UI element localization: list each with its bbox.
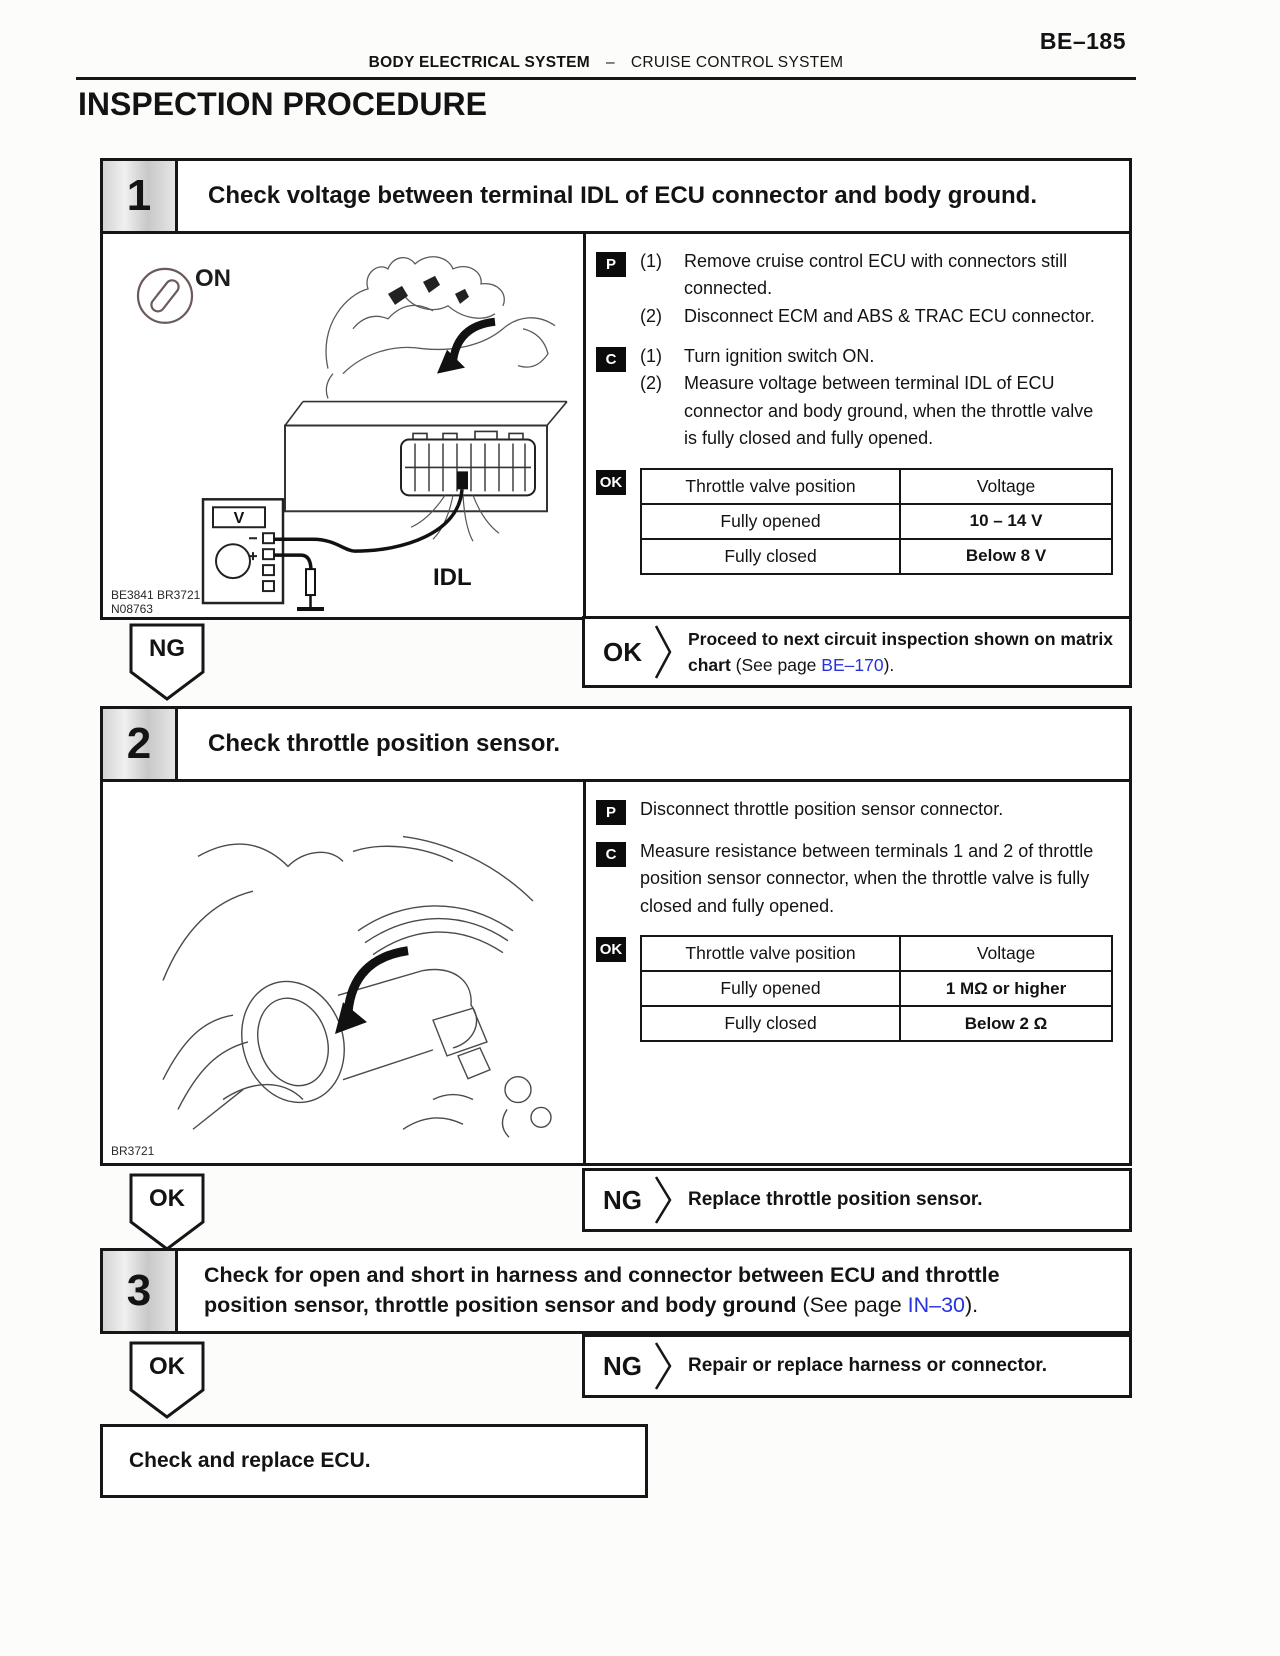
figure-drawing [103,234,583,617]
check-badge: C [596,842,626,867]
final-action-text: Check and replace ECU. [129,1449,371,1472]
figure-code: N08763 [111,602,153,617]
ng-label: NG [149,635,185,662]
step-1-content [103,234,1129,617]
step-2-number-badge: 2 [103,709,178,779]
ecu-connector-drawing [285,402,567,542]
step-1-header [103,161,1129,234]
step-2-instructions [586,782,1129,1163]
subsection-title: CRUISE CONTROL SYSTEM [630,54,844,71]
ok-arrow [128,1172,206,1252]
check-row [596,838,1121,920]
ok-callout-label: OK [603,636,642,667]
ok-badge: OK [596,470,626,495]
prepare-text: Disconnect throttle position sensor connector. [640,799,1004,819]
section-title: BODY ELECTRICAL SYSTEM [368,54,590,71]
table-cell: Fully opened [641,971,900,1006]
check-row [596,343,1121,452]
step-title-text: ). [965,1293,979,1318]
breadcrumb [76,54,1136,72]
ng-callout-text: Replace throttle position sensor. [688,1188,983,1210]
page-title: INSPECTION PROCEDURE [78,86,487,122]
item-number: (2) [640,305,662,326]
table-row [641,504,1112,539]
figure-throttle-body [103,782,586,1163]
figure-code: BE3841 BR3721 [111,588,201,603]
spec-table [640,468,1113,575]
engine-sketch [326,257,555,399]
chevron-icon [654,624,674,680]
figure-drawing [103,782,583,1163]
page-number: BE–185 [1039,28,1126,54]
item-number: (2) [640,373,662,394]
table-header-cell: Throttle valve position [641,469,900,504]
ignition-on-label: ON [195,264,231,292]
step-3-number-badge: 3 [103,1251,178,1331]
item-number: (1) [640,251,662,271]
step-1 [100,158,1132,620]
spec-table [640,935,1113,1042]
step-title-bold: Check for open and short in harness and connector between ECU and throttle position sensor, throttle position sensor and body ground [204,1263,1000,1318]
final-action-box [100,1424,648,1498]
check-badge: C [596,347,626,372]
ng-callout-label: NG [603,1350,642,1381]
ng-callout [582,1168,1132,1232]
table-header-cell: Throttle valve position [641,936,900,971]
table-cell: 1 MΩ or higher [900,971,1112,1006]
step-1-title: Check voltage between terminal IDL of ECU connector and body ground. [208,182,1037,209]
item-text: Remove cruise control ECU with connectors still connected. [684,251,1068,299]
rotate-arrow-icon [437,322,495,374]
prepare-row [596,248,1121,330]
step-1-instructions [586,234,1129,617]
step-2-header [103,709,1129,782]
step-3 [100,1248,1132,1334]
ng-callout [582,1334,1132,1398]
xref-link-be170[interactable]: BE–170 [821,655,884,675]
procedure-item [640,370,1121,452]
prepare-row [596,796,1121,825]
ok-label: OK [149,1353,185,1380]
ng-arrow [128,622,206,702]
step-2-content [103,782,1129,1163]
chevron-icon [654,1175,674,1225]
callout-text: ). [883,655,895,675]
table-row [641,971,1112,1006]
figure-voltmeter-ecu [103,234,586,617]
table-header-cell: Voltage [900,936,1112,971]
item-text: Disconnect ECM and ABS & TRAC ECU connector. [684,305,1095,326]
ok-spec-row [596,933,1121,1042]
procedure-item [640,343,1121,370]
callout-text: (See page [730,655,822,675]
callout-text-bold: Proceed to next circuit inspection shown on matrix chart [688,628,1113,675]
figure-code: BR3721 [111,1144,155,1159]
meter-v-label: V [233,510,245,528]
step-3-header [103,1251,1129,1331]
ng-callout-label: NG [603,1184,642,1215]
table-row [641,539,1112,574]
item-text: Measure voltage between terminal IDL of ECU connector and body ground, when the throttle valve is fully closed and fully opened. [684,373,1094,449]
prepare-badge: P [596,800,626,825]
prepare-badge: P [596,252,626,277]
probe-ground-drawing [297,569,324,609]
item-text: Turn ignition switch ON. [684,346,875,367]
table-cell: Below 8 V [900,539,1112,574]
step-title-text: (See page [796,1293,908,1318]
table-cell: Below 2 Ω [900,1006,1112,1041]
step-3-title [178,1251,1129,1331]
ignition-key-icon [138,269,192,323]
table-cell: 10 – 14 V [900,504,1112,539]
ok-arrow [128,1340,206,1420]
table-cell: Fully closed [641,539,900,574]
table-cell: Fully opened [641,504,900,539]
ok-spec-row [596,466,1121,575]
ok-label: OK [149,1185,185,1212]
ok-callout-text [688,626,1129,679]
item-number: (1) [640,346,662,367]
idl-label: IDL [433,564,472,592]
procedure-item [640,248,1121,303]
step-2 [100,706,1132,1166]
breadcrumb-separator: – [606,54,615,71]
ok-callout [582,616,1132,688]
procedure-item [640,303,1121,330]
chevron-icon [654,1341,674,1391]
header-rule [76,77,1136,80]
ok-badge: OK [596,937,626,962]
table-cell: Fully closed [641,1006,900,1041]
table-row [641,1006,1112,1041]
step-1-number-badge: 1 [103,161,178,231]
step-2-title: Check throttle position sensor. [208,730,561,757]
xref-link-in30[interactable]: IN–30 [907,1293,966,1318]
table-header-cell: Voltage [900,469,1112,504]
check-text: Measure resistance between terminals 1 and 2 of throttle position sensor connector, when the throttle valve is fully closed and fully opened. [640,841,1094,916]
ng-callout-text: Repair or replace harness or connector. [688,1354,1048,1376]
